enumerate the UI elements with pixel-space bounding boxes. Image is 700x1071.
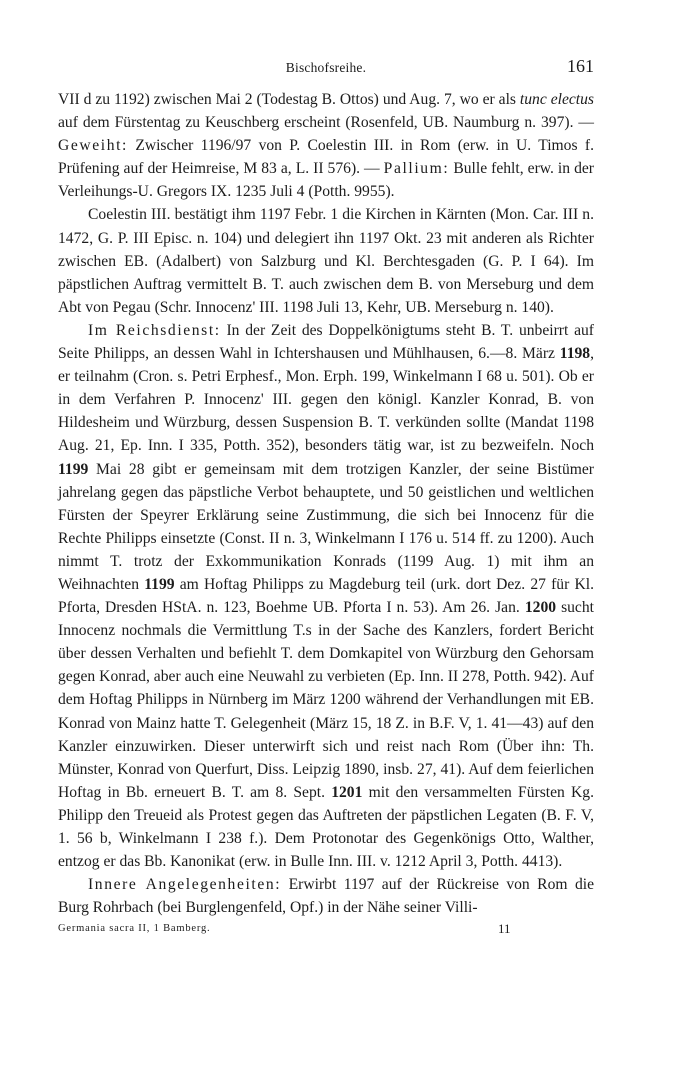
section-heading-reichsdienst: Im Reichsdienst:	[88, 321, 221, 339]
text-run: In der Zeit des Doppelkönigtums steht B. T. unbeirrt auf Seite Philipps, an dessen Wahl in Ichtershausen und Mühlhausen, 6.—8. März	[58, 321, 594, 363]
text-run: am Hoftag Philipps zu Magdeburg teil (urk. dort Dez. 27 für Kl. Pforta, Dresden HStA. n. 123, Boehme UB. Pforta I n. 53). Am 26. Jan.	[58, 575, 594, 617]
year-bold: 1199	[58, 460, 89, 478]
page-number: 161	[567, 56, 594, 76]
text-run: Zwischer 1196/97 von P. Coelestin III. in Rom (erw. in U. Timos f. Prüfening auf der Heimreise, M 83 a, L. II 576). —	[58, 137, 594, 178]
text-run: mit den versammelten Fürsten Kg. Philipp den Treueid als Protest gegen das Auftreten der päpstlichen Legaten (B. F. V, 1. 56 b, Winkelmann I 238 f.). Dem Protonotar des Gegenkönigs Otto, Walther, entzog er das Bb. Kanonikat (erw. in Bulle Inn. III. v. 1212 April 3, Potth. 4413).	[58, 783, 594, 871]
paragraph-consecration	[58, 88, 594, 203]
text-run: , er teilnahm (Cron. s. Petri Erphesf., Mon. Erph. 199, Winkelmann I 68 u. 501). Ob er in dem Verfahren P. Innocenz' III. gegen den königl. Kanzler Konrad, B. von Hildesheim und Würzburg, dessen Suspension B. T. verkünden sollte (Mandat 1198 Aug. 21, Ep. Inn. I 335, Potth. 352), besonders tätig war, ist zu bezweifeln. Noch	[58, 345, 594, 455]
year-bold: 1198	[559, 345, 591, 363]
running-title: Bischofsreihe.	[285, 60, 367, 75]
section-heading-geweiht: Geweiht:	[58, 137, 128, 155]
text-run: auf dem Fürstentag zu Keuschberg erscheint (Rosenfeld, UB. Naumburg n. 397). —	[58, 114, 594, 132]
text-run: Bulle fehlt, erw. in der Verleihungs-U. Gregors IX. 1235 Juli 4 (Potth. 9955).	[58, 160, 594, 201]
body-text	[58, 88, 594, 919]
text-run: sucht Innocenz nochmals die Vermittlung T.s in der Sache des Kanzlers, fordert Bericht über dessen Verhalten und befiehlt T. dem Domkapitel von Würzburg den Gehorsam gegen Konrad, aber auch eine Neuwahl zu verbieten (Ep. Inn. II 278, Potth. 942). Auf dem Hoftag Philipps in Nürnberg im März 1200 während der Verhandlungen mit EB. Konrad von Mainz hatte T. Gelegenheit (März 15, 18 Z. in B.F. V, 1. 41—43) auf den Kanzler einzuwirken. Dieser unterwirft sich und reist nach Rom (Über ihn: Th. Münster, Konrad von Querfurt, Diss. Leipzig 1890, insb. 27, 41). Auf dem feierlichen Hoftag in Bb. erneuert B. T. am 8. Sept.	[58, 599, 594, 801]
italic-term: tunc electus	[519, 91, 595, 108]
page-footer	[58, 921, 594, 939]
year-bold: 1200	[524, 599, 557, 617]
footer-signature: Germania sacra II, 1 Bamberg.	[58, 923, 211, 935]
text-run: VII d zu 1192) zwischen Mai 2 (Todestag B. Ottos) und Aug. 7, wo er als	[58, 91, 520, 108]
year-bold: 1201	[331, 783, 363, 801]
paragraph-coelestin: Coelestin III. bestätigt ihm 1197 Febr. 1 die Kirchen in Kärnten (Mon. Car. III n. 1472, G. P. III Episc. n. 104) und delegiert ihn 1197 Okt. 23 mit anderen als Richter zwischen EB. (Adalbert) von Salzburg und Kl. Berchtesgaden (G. P. I 64). Im päpstlichen Auftrag vermittelt B. T. auch zwischen dem B. von Merseburg und dem Abt von Pegau (Schr. Innocenz' III. 1198 Juli 13, Kehr, UB. Merseburg n. 140).	[58, 206, 594, 316]
text-run: Mai 28 gibt er gemeinsam mit dem trotzigen Kanzler, der seine Bistümer jahrelang gegen das päpstliche Verbot behauptete, und 50 geistlichen und weltlichen Fürsten der Speyrer Erklärung seine Zustimmung, die sich bei Innocenz für die Rechte Philipps einsetzte (Const. II n. 3, Winkelmann I 176 u. 514 ff. zu 1200). Auch nimmt T. trotz der Exkommunikation Konrads (1199 Aug. 1) mit ihm an Weihnachten	[58, 460, 594, 593]
text-run: Erwirbt 1197 auf der Rückreise von Rom die Burg Rohrbach (bei Burglengenfeld, Opf.) in der Nähe seiner Villi-	[58, 876, 595, 917]
page-header	[58, 52, 594, 74]
paragraph-reichsdienst	[58, 319, 594, 873]
section-heading-pallium: Pallium:	[383, 160, 450, 178]
sheet-number: 11	[498, 921, 511, 937]
paragraph-innere-angelegenheiten	[58, 873, 594, 919]
year-bold: 1199	[144, 575, 175, 593]
book-page	[58, 52, 594, 939]
section-heading-innere: Innere Angelegenheiten:	[88, 876, 282, 894]
